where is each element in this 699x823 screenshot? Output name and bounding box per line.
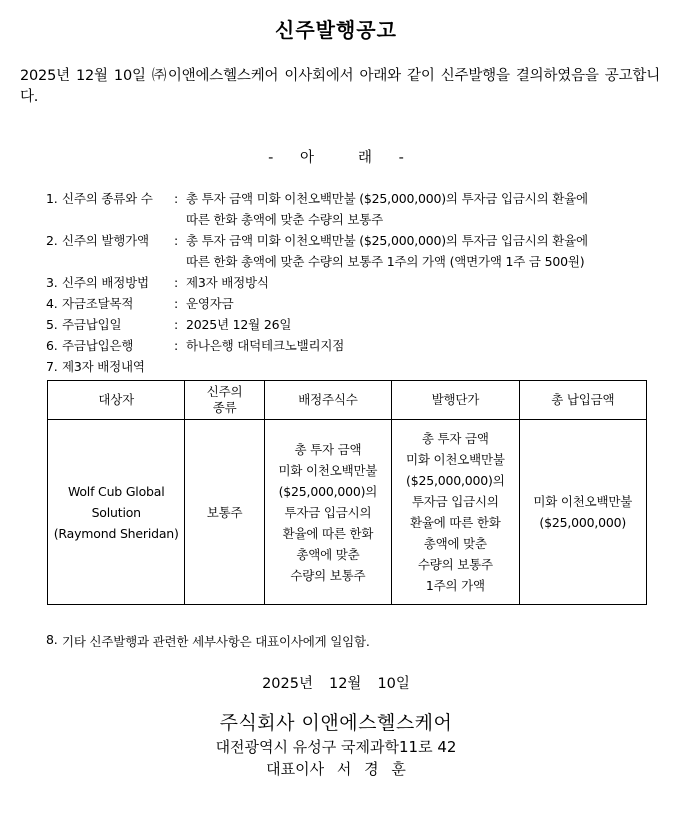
cell-line: 미화 이천오백만불 — [533, 494, 633, 509]
item-8-num: 8. — [46, 632, 58, 647]
item-separator: : — [174, 317, 179, 332]
item-num: 4. — [46, 296, 58, 311]
item-label: 자금조달목적 — [62, 296, 134, 311]
table-header-row — [48, 381, 647, 420]
ceo-title: 대표이사 — [266, 760, 325, 778]
cell-target — [48, 420, 185, 605]
header-line: 신주의 — [206, 384, 243, 399]
list-item — [46, 314, 656, 335]
table-header-cell — [519, 381, 646, 420]
item-separator: : — [174, 191, 179, 206]
cell-total — [519, 420, 646, 605]
cell-line: 총 투자 금액 — [421, 431, 489, 446]
cell-line: 총액에 맞춘 — [423, 536, 487, 551]
table-row — [48, 420, 647, 605]
company-address: 대전광역시 유성구 국제과학11로 42 — [215, 738, 457, 756]
cell-line: 1주의 가액 — [425, 578, 485, 593]
item-label: 제3자 배정내역 — [62, 359, 145, 374]
cell-line: ($25,000,000)의 — [406, 473, 505, 488]
cell-price — [392, 420, 519, 605]
item-value-line: 운영자금 — [186, 296, 234, 311]
ceo-name-1: 서 — [336, 760, 352, 778]
header-line: 배정주식수 — [298, 392, 358, 407]
item-label: 신주의 배정방법 — [62, 275, 149, 290]
table-header-cell — [48, 381, 185, 420]
item-num: 3. — [46, 275, 58, 290]
item-label: 신주의 발행가액 — [62, 233, 149, 248]
list-item — [46, 188, 656, 230]
date-day: 10일 — [377, 676, 410, 692]
header-line: 대상자 — [98, 392, 135, 407]
table-header-cell — [264, 381, 391, 420]
list-item — [46, 293, 656, 314]
item-value-line: 따른 한화 총액에 맞춘 수량의 보통주 1주의 가액 (액면가액 1주 금 500원) — [186, 254, 585, 269]
cell-line: ($25,000,000)의 — [278, 483, 378, 499]
item-num: 6. — [46, 338, 58, 353]
cell-line: 환율에 따른 한화 — [282, 525, 374, 541]
item-value-line: 총 투자 금액 미화 이천오백만불 ($25,000,000)의 투자금 입금시의 환율에 — [186, 233, 588, 248]
date-month: 12월 — [328, 676, 362, 692]
list-item — [46, 230, 656, 272]
header-line: 총 납입금액 — [551, 392, 615, 407]
item-label: 주금납입일 — [62, 317, 122, 332]
cell-line: (Raymond Sheridan) — [53, 525, 179, 541]
ceo-name-3: 훈 — [391, 760, 406, 778]
item-value — [186, 293, 656, 314]
item-value-line: 따른 한화 총액에 맞춘 수량의 보통주 — [186, 212, 383, 227]
cell-line: 투자금 입금시의 — [284, 504, 372, 520]
cell-line: 수량의 보통주 — [417, 557, 493, 572]
item-8-text: 기타 신주발행과 관련한 세부사항은 대표이사에게 일임함. — [62, 634, 370, 649]
list-item — [46, 272, 656, 293]
list-item — [46, 335, 656, 356]
cell-line: Solution — [91, 504, 141, 520]
item-list — [46, 188, 656, 377]
cell-line: 총 투자 금액 — [294, 441, 362, 457]
ceo-line — [0, 758, 672, 779]
cell-line: 투자금 입금시의 — [411, 494, 499, 509]
item-num: 5. — [46, 317, 58, 332]
item-value-line: 2025년 12월 26일 — [186, 317, 292, 332]
company-name: 주식회사 이앤에스헬스케어 — [219, 712, 453, 734]
cell-line: ($25,000,000) — [539, 515, 627, 530]
item-value — [186, 272, 656, 293]
item-label: 신주의 종류와 수 — [62, 191, 153, 206]
notice-title: 신주발행공고 — [275, 18, 397, 42]
item-num: 7. — [46, 359, 58, 374]
item-label: 주금납입은행 — [62, 338, 134, 353]
item-value-line: 하나은행 대덕테크노밸리지점 — [186, 338, 345, 353]
table-header-cell — [185, 381, 264, 420]
allocation-table — [47, 380, 647, 605]
item-separator: : — [174, 233, 179, 248]
section-heading-right: 래 - — [358, 150, 404, 166]
cell-line: 미화 이천오백만불 — [405, 452, 505, 467]
item-separator: : — [174, 296, 179, 311]
item-value — [186, 188, 656, 230]
cell-shares — [264, 420, 391, 605]
item-separator: : — [174, 338, 179, 353]
cell-line: Wolf Cub Global — [67, 483, 165, 499]
item-8 — [46, 632, 370, 650]
item-value — [186, 335, 656, 356]
item-value-line: 제3자 배정방식 — [186, 275, 269, 290]
date-year: 2025년 — [262, 676, 313, 692]
list-item — [46, 356, 656, 377]
header-line: 종류 — [212, 400, 237, 415]
item-value — [186, 230, 656, 272]
item-value-line: 총 투자 금액 미화 이천오백만불 ($25,000,000)의 투자금 입금시의 환율에 — [186, 191, 588, 206]
item-value — [186, 314, 656, 335]
table-header-cell — [392, 381, 519, 420]
item-num: 2. — [46, 233, 58, 248]
section-heading — [0, 146, 672, 167]
ceo-name-2: 경 — [364, 760, 379, 778]
intro-paragraph: 2025년 12월 10일 ㈜이앤에스헬스케어 이사회에서 아래와 같이 신주발행을 결의하였음을 공고합니다. — [20, 68, 660, 105]
notice-date — [0, 672, 672, 693]
cell-line: 총액에 맞춘 — [296, 546, 360, 562]
section-heading-left: - 아 — [268, 150, 314, 166]
cell-line: 미화 이천오백만불 — [278, 462, 378, 478]
cell-line: 수량의 보통주 — [290, 567, 366, 583]
header-line: 발행단가 — [431, 392, 480, 407]
item-separator: : — [174, 275, 179, 290]
cell-type — [185, 420, 264, 605]
cell-line: 환율에 따른 한화 — [409, 515, 501, 530]
cell-line: 보통주 — [206, 504, 243, 520]
item-num: 1. — [46, 191, 58, 206]
